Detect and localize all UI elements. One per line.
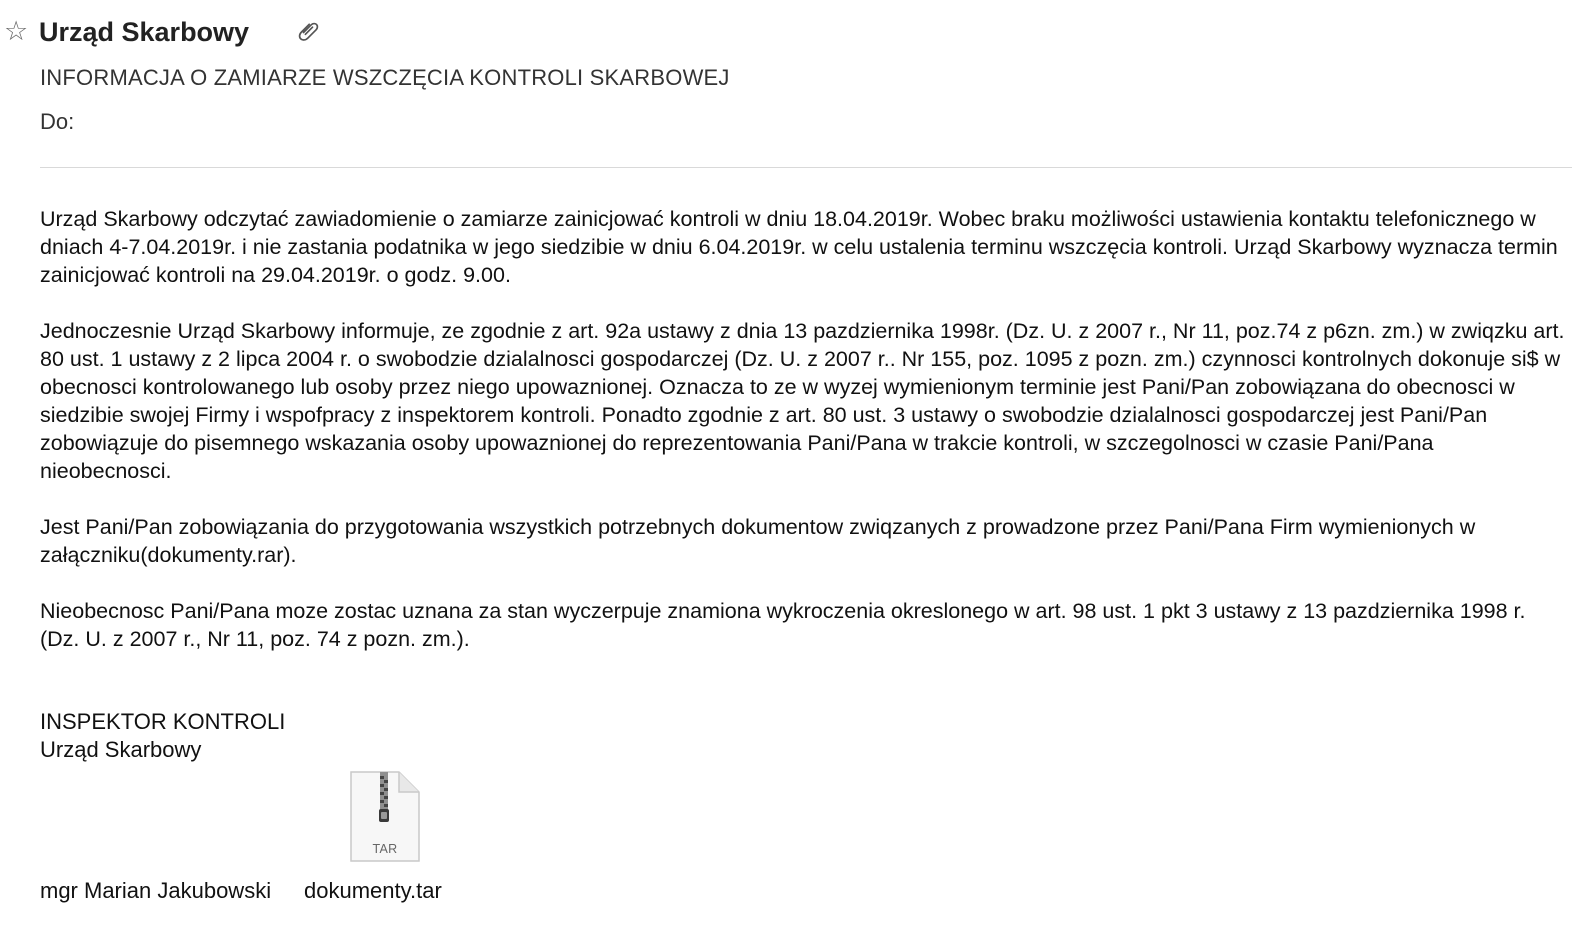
header-divider — [40, 167, 1572, 168]
recipient-line: Do: — [40, 109, 75, 134]
message-header — [0, 0, 1572, 170]
signature-office: Urząd Skarbowy — [40, 737, 202, 762]
body-paragraph: Nieobecnosc Pani/Pana moze zostac uznana za stan wyczerpuje znamiona wykroczenia okreslonego w art. 98 ust. 1 pkt 3 ustawy z 13 pazdziernika 1998 r. (Dz. U. z 2007 r., Nr 11, poz. 74 z pozn. zm.). — [40, 599, 1526, 651]
message-body — [40, 205, 1566, 681]
signature-block — [40, 708, 285, 764]
body-paragraph: Jednoczesnie Urząd Skarbowy informuje, ze zgodnie z art. 92a ustawy z dnia 13 pazdziernika 1998r. (Dz. U. z 2007 r., Nr 11, poz.74 z p6zn. zm.) w zwiqzku art. 80 ust. 1 ustawy z 2 lipca 2004 r. o swobodzie dzialalnosci gospodarczej (Dz. U. z 2007 r.. Nr 155, poz. 1095 z pozn. zm.) czynnosci kontrolnych dokonuje si$ w obecnosci kontrolowanego lub osoby przez niego upowaznionej. Oznacza to ze w wyzej wymienionym terminie jest Pani/Pan zobowiązana do obecnosci w siedzibie swojej Firmy i wspofpracy z inspektorem kontroli. Ponadto zgodnie z art. 80 ust. 3 ustawy o swobodzie dzialalnosci gospodarczej jest Pani/Pan zobowiązuje do pisemnego wskazania osoby upowaznionej do reprezentowania Pani/Pana w trakcie kontroli, w szczegolnosci w czasie Pani/Pana nieobecnosci. — [40, 319, 1565, 483]
attachment-item[interactable] — [300, 768, 470, 908]
star-icon[interactable]: ☆ — [4, 16, 29, 46]
attachment-filename[interactable]: dokumenty.tar — [304, 878, 442, 903]
paperclip-icon[interactable] — [296, 19, 320, 43]
signature-title: INSPEKTOR KONTROLI — [40, 709, 286, 734]
body-paragraph: Jest Pani/Pan zobowiązania do przygotowania wszystkich potrzebnych dokumentow zwiqzanych z prowadzone przez Pani/Pana Firm wymienionych w załączniku(dokumenty.rar). — [40, 515, 1476, 567]
message-subject: INFORMACJA O ZAMIARZE WSZCZĘCIA KONTROLI SKARBOWEJ — [40, 65, 730, 90]
signer-name: mgr Marian Jakubowski — [40, 878, 272, 903]
body-paragraph: Urząd Skarbowy odczytać zawiadomienie o zamiarze zainicjować kontroli w dniu 18.04.2019r. Wobec braku możliwości ustawienia kontaktu telefonicznego w dniach 4-7.04.2019r. i nie zastania podatnika w jego siedzibie w dniu 6.04.2019r. w celu ustalenia terminu wszczęcia kontroli. Urząd Skarbowy wyznacza termin zainicjować kontroli na 29.04.2019r. o godz. 9.00. — [40, 207, 1558, 287]
sender-name[interactable]: Urząd Skarbowy — [39, 17, 250, 47]
file-type-label: TAR — [372, 842, 398, 856]
